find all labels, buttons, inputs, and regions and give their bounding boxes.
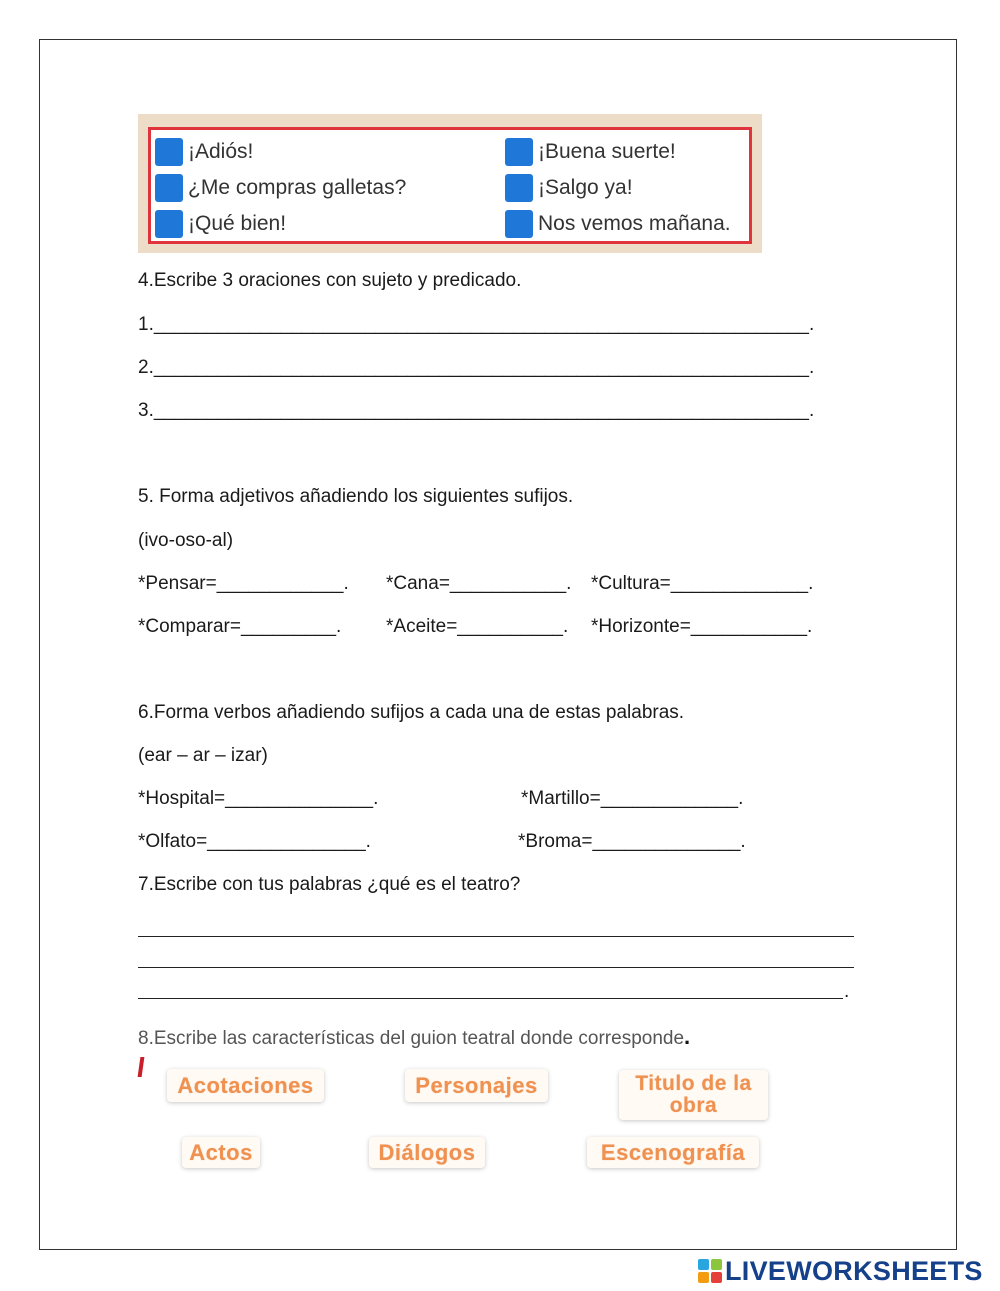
choice-option[interactable]	[505, 172, 633, 204]
tag-acotaciones[interactable]: Acotaciones	[167, 1069, 324, 1102]
checkbox-icon[interactable]	[155, 174, 183, 202]
q4-answer-line-1[interactable]: 1.______________________________________________________________.	[138, 314, 815, 335]
checkbox-icon[interactable]	[155, 210, 183, 238]
tag-dialogos[interactable]: Diálogos	[369, 1137, 485, 1168]
q6-suffixes: (ear – ar – izar)	[138, 745, 268, 766]
tag-escenografia[interactable]: Escenografía	[587, 1137, 759, 1168]
q7-answer-line-3[interactable]	[138, 998, 843, 999]
q7-end-mark: .	[844, 981, 850, 1002]
choice-option[interactable]	[155, 208, 286, 240]
q6-title: 6.Forma verbos añadiendo sufijos a cada una de estas palabras.	[138, 702, 685, 723]
q8-title-row	[138, 1024, 690, 1050]
q5-suffixes: (ivo-oso-al)	[138, 530, 234, 551]
q6-item-broma[interactable]: *Broma=______________.	[518, 831, 746, 852]
q6-item-hospital[interactable]: *Hospital=______________.	[138, 788, 379, 809]
q4-answer-line-2[interactable]: 2.______________________________________________________________.	[138, 357, 815, 378]
q8-title: 8.Escribe las características del guion teatral donde corresponde	[138, 1028, 685, 1049]
q7-answer-line-1[interactable]	[138, 936, 854, 937]
choice-option[interactable]	[155, 136, 253, 168]
choice-label: ¡Adiós!	[188, 140, 254, 163]
tag-personajes[interactable]: Personajes	[405, 1069, 548, 1102]
choice-panel-border	[148, 127, 752, 244]
q4-answer-line-3[interactable]: 3.______________________________________________________________.	[138, 400, 815, 421]
checkbox-icon[interactable]	[155, 138, 183, 166]
checkbox-icon[interactable]	[505, 174, 533, 202]
tag-actos[interactable]: Actos	[182, 1137, 260, 1168]
q6-item-martillo[interactable]: *Martillo=_____________.	[521, 788, 744, 809]
liveworksheets-logo[interactable]	[698, 1257, 983, 1285]
q4-title: 4.Escribe 3 oraciones con sujeto y predicado.	[138, 270, 522, 291]
brand-name: LIVEWORKSHEETS	[725, 1255, 983, 1286]
choice-option[interactable]	[155, 172, 406, 204]
choice-label: Nos vemos mañana.	[538, 212, 731, 235]
choice-panel	[138, 114, 762, 253]
choice-label: ¡Qué bien!	[188, 212, 287, 235]
choice-label: ¿Me compras galletas?	[188, 176, 407, 199]
q7-answer-line-2[interactable]	[138, 967, 854, 968]
q5-item-comparar[interactable]: *Comparar=_________.	[138, 616, 342, 637]
q6-item-olfato[interactable]: *Olfato=_______________.	[138, 831, 371, 852]
tag-titulo-de-la-obra[interactable]: Titulo de la obra	[619, 1070, 768, 1120]
checkbox-icon[interactable]	[505, 210, 533, 238]
q8-end-mark: .	[684, 1024, 691, 1049]
checkbox-icon[interactable]	[505, 138, 533, 166]
q5-title: 5. Forma adjetivos añadiendo los siguientes sufijos.	[138, 486, 574, 507]
choice-label: ¡Buena suerte!	[538, 140, 676, 163]
choice-option[interactable]	[505, 208, 731, 240]
q5-item-cana[interactable]: *Cana=___________.	[386, 573, 572, 594]
q5-item-pensar[interactable]: *Pensar=____________.	[138, 573, 349, 594]
q7-title: 7.Escribe con tus palabras ¿qué es el teatro?	[138, 874, 521, 895]
q5-item-cultura[interactable]: *Cultura=_____________.	[591, 573, 814, 594]
choice-label: ¡Salgo ya!	[538, 176, 633, 199]
liveworksheets-icon	[698, 1259, 722, 1283]
choice-option[interactable]	[505, 136, 676, 168]
q5-item-horizonte[interactable]: *Horizonte=___________.	[591, 616, 813, 637]
q5-item-aceite[interactable]: *Aceite=__________.	[386, 616, 569, 637]
